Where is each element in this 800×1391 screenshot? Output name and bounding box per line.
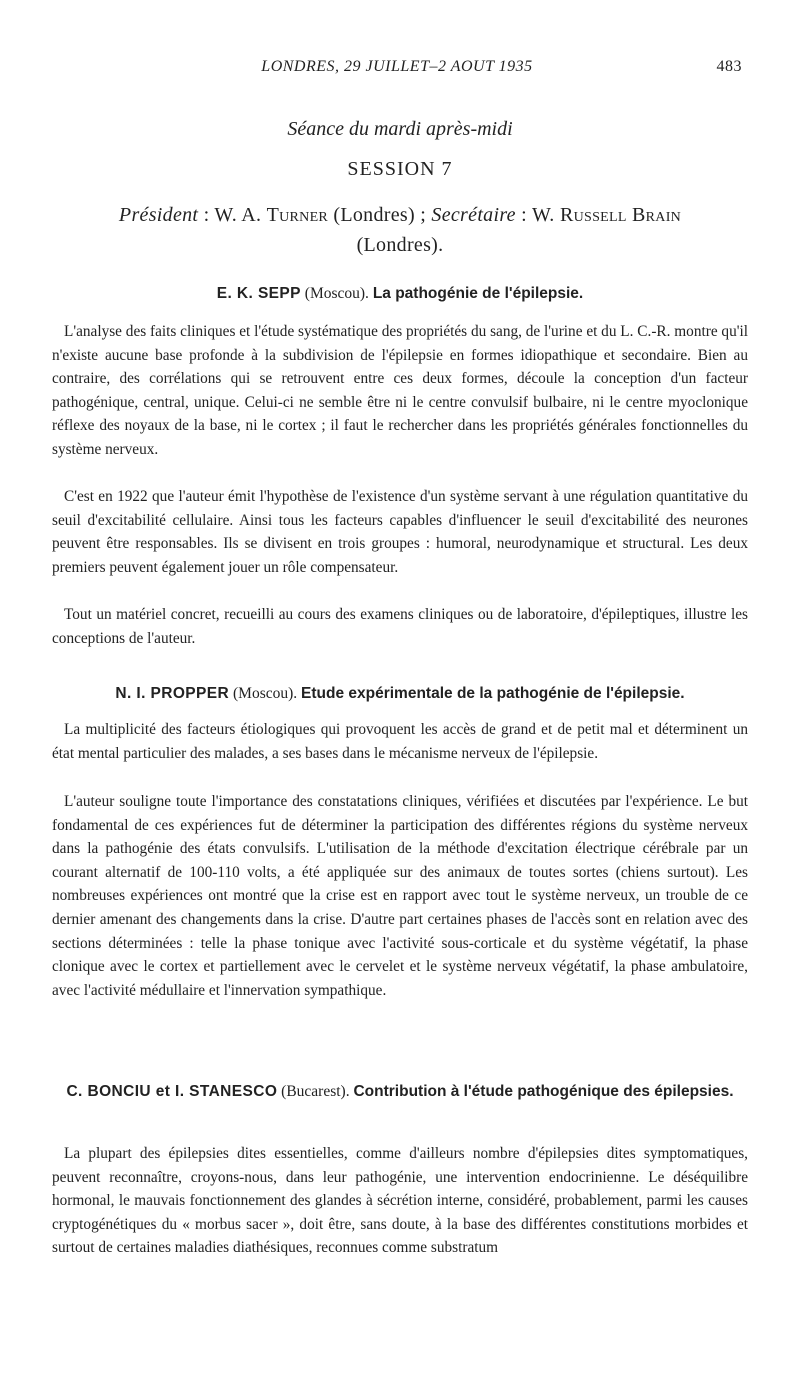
article-paragraph: C'est en 1922 que l'auteur émit l'hypothèse de l'existence d'un système servant à une régulation quantitative du seuil d'excitabilité cellulaire. Ainsi tous les facteurs capables d'influencer le seuil d'excitabilité des neurones peuvent être responsables. Ils se divisent en trois groupes : humoral, neurodynamique et structural. Les deux premiers peuvent également jouer un rôle compensateur.	[52, 488, 748, 576]
secretaire-label: Secrétaire	[431, 204, 516, 226]
article-city: (Moscou).	[304, 285, 369, 302]
article-paragraph: Tout un matériel concret, recueilli au cours des examens cliniques ou de laboratoire, d'épileptiques, illustre les conceptions de l'auteur.	[52, 606, 748, 647]
article-author: E. K. SEPP	[216, 285, 301, 302]
secretaire-city: (Londres).	[356, 234, 444, 256]
article-heading	[52, 682, 748, 706]
article-heading	[52, 282, 748, 306]
article-paragraph: L'auteur souligne toute l'importance des constatations cliniques, vérifiées et discutées par l'expérience. Le but fondamental de ces expériences fut de déterminer la participation des différentes régions du système nerveux dans la pathogénie des états convulsifs. L'utilisation de la méthode d'excitation électrique cérébrale par un courant alternatif de 100-110 volts, a été appliquée sur des animaux de toutes sortes (chiens surtout). Les nombreuses expériences ont montré que la crise est en rapport avec tout le système nerveux, un trouble de ce dernier amenant des changements dans la crise. D'autre part certaines phases de l'accès sont en relation avec des sections déterminées : telle la phase tonique avec l'activité sous-corticale et du système végétatif, la phase clonique avec le cortex et partiellement avec le cervelet et le système nerveux végétatif, la phase ambulatoire, avec l'activité médullaire et l'innervation sympathique.	[52, 793, 748, 999]
article-title: La pathogénie de l'épilepsie.	[372, 285, 584, 302]
article-paragraph: La multiplicité des facteurs étiologiques qui provoquent les accès de grand et de petit mal et déterminent un état mental particulier des malades, a ses bases dans le mécanisme nerveux de l'épilepsie.	[52, 721, 748, 762]
article-paragraph: La plupart des épilepsies dites essentielles, comme d'ailleurs nombre d'épilepsies dites symptomatiques, peuvent reconnaître, croyons-nous, dans leur pathogénie, une intervention endocrinienne. Le déséquilibre hormonal, le mauvais fonctionnement des glandes à sécrétion interne, considéré, probablement, parmi les causes cryptogénétiques du « morbus sacer », doit être, sans doute, à la base des différentes constitutions morbides et surtout de certaines maladies diathésiques, reconnues comme substratum	[52, 1145, 748, 1257]
seance-heading: Séance du mardi après-midi	[287, 118, 513, 140]
president-label: Président	[118, 204, 199, 226]
session-heading: SESSION 7	[347, 158, 453, 180]
article-heading	[52, 1080, 748, 1104]
running-head-title: LONDRES, 29 JUILLET–2 AOUT 1935	[261, 58, 533, 75]
secretaire-initials: W.	[531, 204, 555, 226]
president-city: (Londres) ;	[333, 204, 427, 226]
article-paragraph: L'analyse des faits cliniques et l'étude systématique des propriétés du sang, de l'urine et du L. C.-R. montre qu'il n'existe aucune base profonde à la subdivision de l'épilepsie en formes idiopathique et secondaire. Bien au contraire, des corrélations qui se retrouvent entre ces deux formes, découle la conception d'un facteur pathogénique, central, unique. Celui-ci ne semble être ni le centre convulsif bulbaire, ni le centre myoclonique réflexe des noyaux de la base, ni le cortex ; il faut le rechercher dans les propriétés générales fonctionnelles du système nerveux.	[52, 323, 748, 458]
president-name: Turner	[266, 204, 329, 226]
article-author: C. BONCIU et I. STANESCO	[66, 1083, 278, 1100]
article-city: (Bucarest).	[281, 1083, 350, 1100]
presidency-line: Président : W. A. Turner (Londres) ; Secrétaire : W. Russell Brain (Londres).	[118, 204, 682, 256]
article-city: (Moscou).	[233, 685, 298, 702]
page-number: 483	[716, 58, 742, 75]
article-author: N. I. PROPPER	[115, 685, 230, 702]
president-initials: W. A.	[214, 204, 262, 226]
article-title: Etude expérimentale de la pathogénie de l'épilepsie.	[301, 685, 685, 702]
article-title: Contribution à l'étude pathogénique des épilepsies.	[353, 1083, 734, 1100]
secretaire-name: Russell Brain	[559, 204, 682, 226]
